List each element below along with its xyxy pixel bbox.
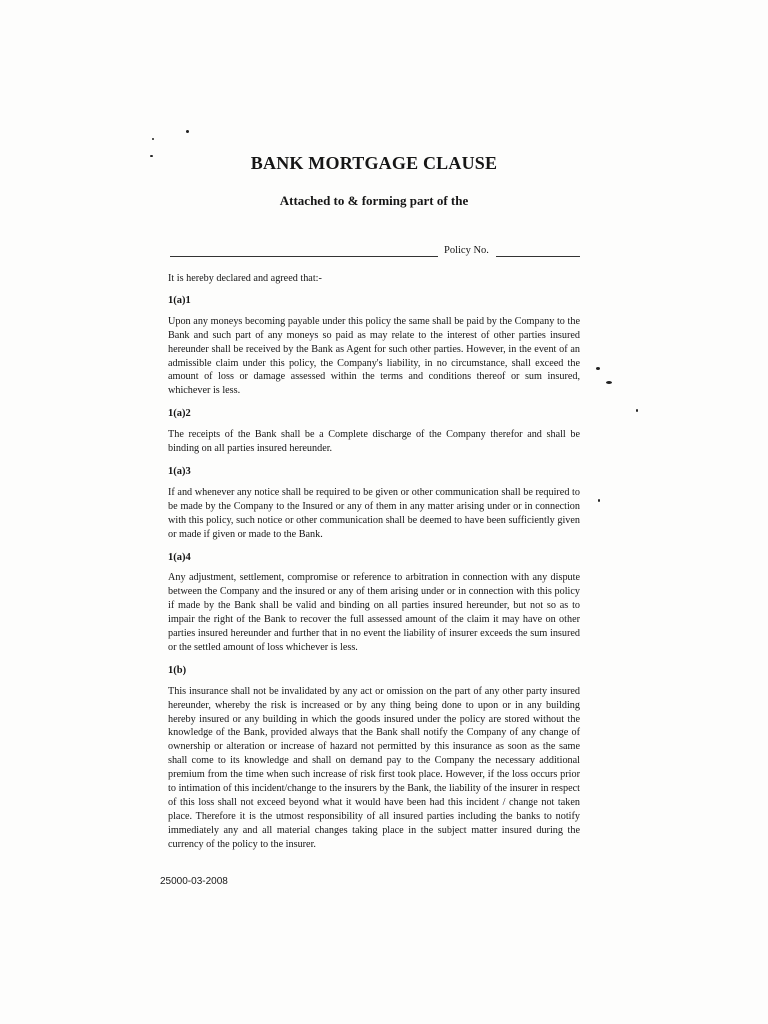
- clause-text: The receipts of the Bank shall be a Complete discharge of the Company therefor and shall be binding on all parties insured hereunder.: [168, 429, 580, 455]
- scan-speck: [606, 381, 612, 384]
- scan-speck: [636, 409, 638, 412]
- clause-heading: 1(b): [168, 664, 187, 676]
- footer-form-code: 25000-03-2008: [160, 876, 228, 887]
- insured-name-blank: [170, 256, 438, 257]
- policy-number-blank: [496, 256, 580, 257]
- policy-number-label: Policy No.: [444, 245, 489, 256]
- clause-text: Any adjustment, settlement, compromise or reference to arbitration in connection with any dispute between the Company and the insured or any of them arising under or in connection with this policy if made by the Bank shall be valid and binding on all parties insured hereunder, but not so as to impair the right of the Bank to recover the full assessed amount of the claim it may have on other parties insured hereunder and further that in no event the liability of insurer exceeds the sum insured or the settled amount of loss whichever is less.: [168, 572, 580, 653]
- scan-speck: [152, 138, 154, 140]
- clause-heading: 1(a)4: [168, 551, 191, 563]
- clause-content: [168, 272, 580, 861]
- scan-speck: [598, 499, 600, 502]
- clause-text: If and whenever any notice shall be required to be given or other communication shall be required to be made by the Company to the Insured or any of them in any matter arising under or in connection with this policy, such notice or other communication shall be deemed to have been sufficiently given or made if given or made to the Bank.: [168, 486, 580, 540]
- scan-speck: [596, 367, 600, 370]
- clause-heading: 1(a)2: [168, 408, 191, 420]
- document-title: BANK MORTGAGE CLAUSE: [250, 153, 498, 173]
- scan-speck: [186, 130, 189, 133]
- clause-heading: 1(a)3: [168, 465, 191, 477]
- clause-heading: 1(a)1: [168, 294, 191, 306]
- policy-number-line: [170, 245, 580, 261]
- clause-text: This insurance shall not be invalidated by any act or omission on the part of any other party insured hereunder, whereby the risk is increased or by any thing being done to upon or in any building hereby insured or any building in which the goods insured under the policy are stored without the knowledge of the Bank, provided always that the Bank shall notify the Company of any change of ownership or alteration or increase of hazard not permitted by this insurance as soon as the same shall come to its knowledge and shall on demand pay to the Company the necessary additional premium from the time when such increase of risk first took place. However, if the loss occurs prior to intimation of this incident/change to the insurers by the Bank, the liability of the insurer in respect of this loss shall not exceed beyond what it would have been had this incident / change not taken place. Therefore it is the utmost responsibility of all insured parties including the banks to notify immediately any and all material changes taking place in the subject matter insured during the currency of the policy to the insurer.: [168, 685, 580, 850]
- document-subtitle: Attached to & forming part of the: [279, 193, 469, 208]
- declaration-intro: It is hereby declared and agreed that:-: [168, 273, 322, 284]
- clause-text: Upon any moneys becoming payable under this policy the same shall be paid by the Company to the Bank and such part of any moneys so paid as may relate to the interest of other parties insured hereunder shall be received by the Bank as Agent for such other parties. However, in the event of an admissible claim under this policy, the Company's liability, in no circumstance, shall exceed the amount of loss or damage assessed within the terms and conditions thereof or sum insured, whichever is less.: [168, 315, 580, 397]
